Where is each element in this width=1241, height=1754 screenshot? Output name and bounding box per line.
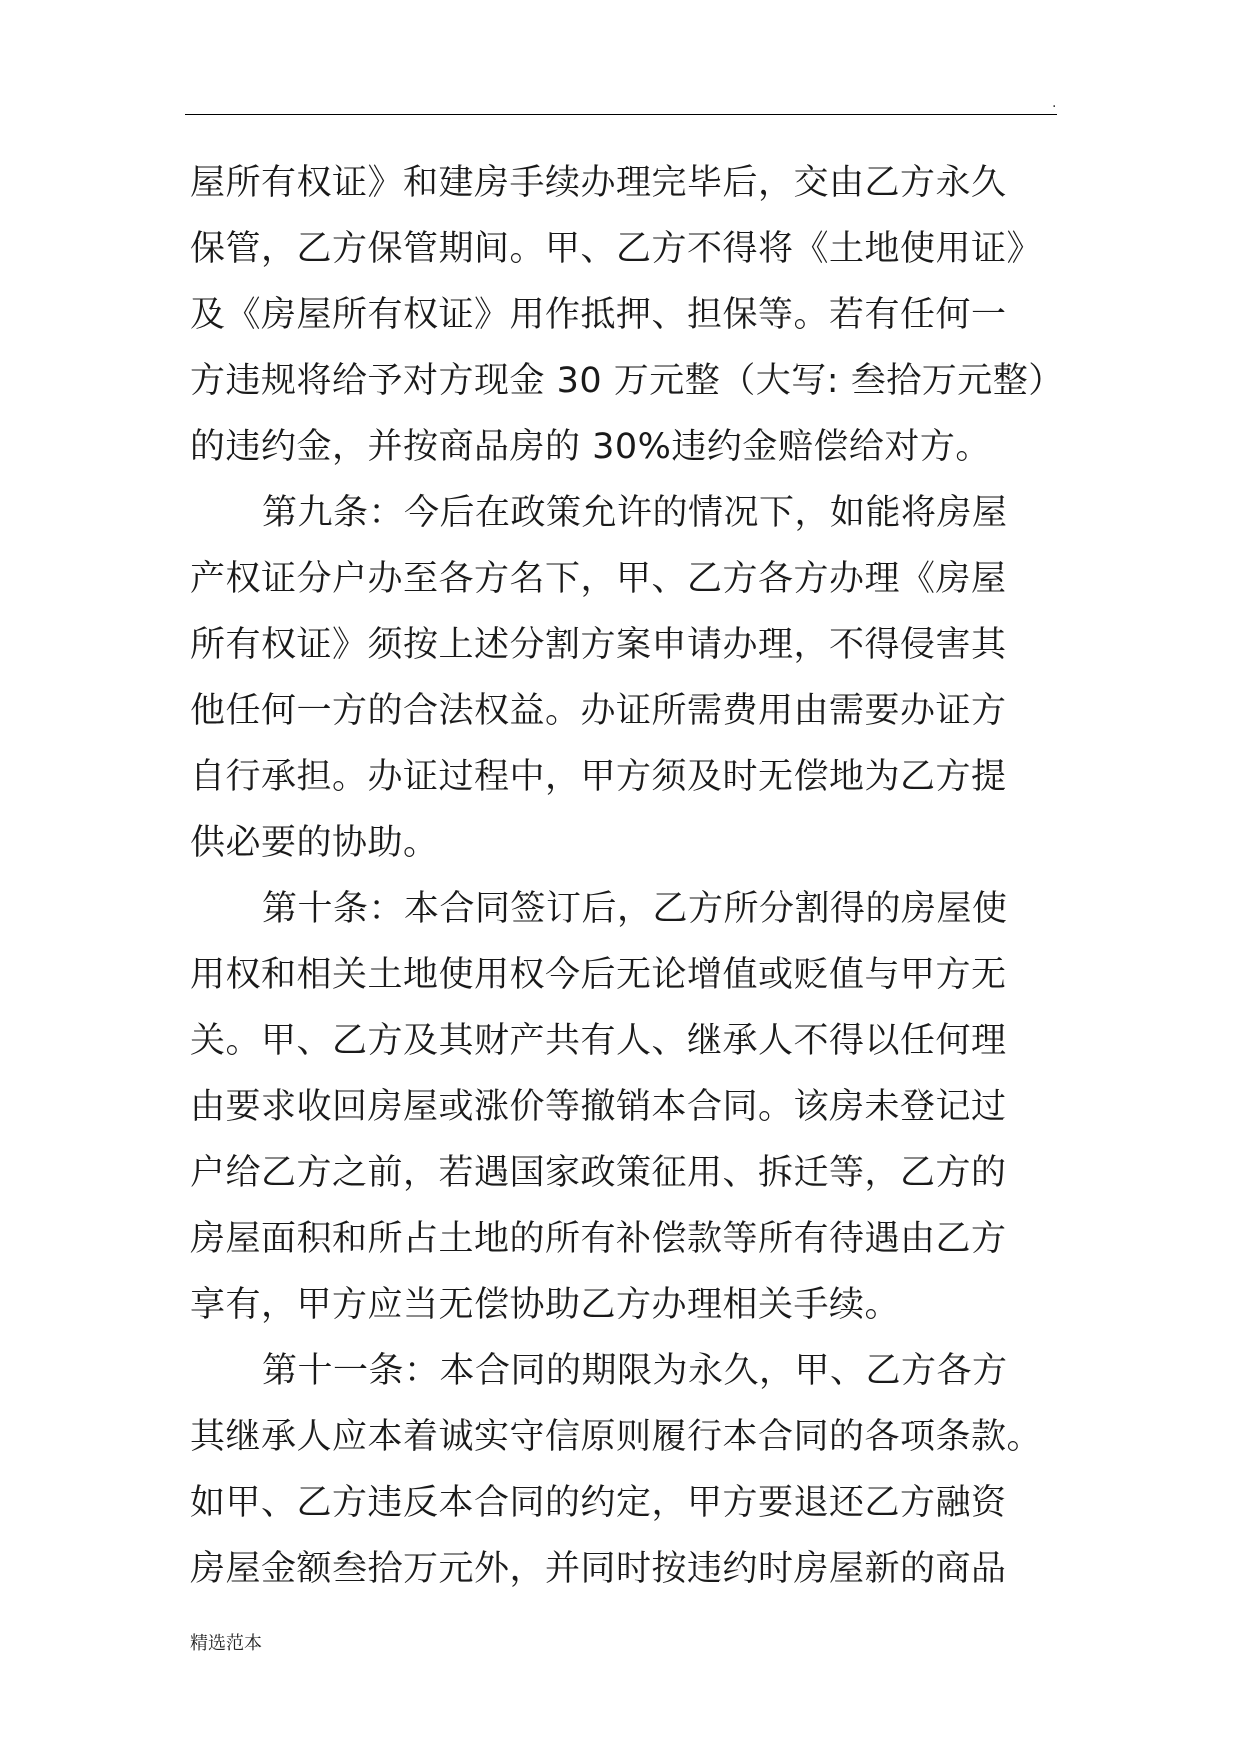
- body-line: 用权和相关土地使用权今后无论增值或贬值与甲方无: [190, 955, 1007, 995]
- body-line: 关。甲、乙方及其财产共有人、继承人不得以任何理: [190, 1021, 1007, 1061]
- body-line: 产权证分户办至各方名下，甲、乙方各方办理《房屋: [190, 559, 1007, 599]
- body-line: 所有权证》须按上述分割方案申请办理，不得侵害其: [190, 625, 1007, 665]
- body-line: 他任何一方的合法权益。办证所需费用由需要办证方: [190, 691, 1007, 731]
- body-line: 其继承人应本着诚实守信原则履行本合同的各项条款。: [190, 1417, 1043, 1457]
- document-body: [190, 150, 1080, 1602]
- body-line: 如甲、乙方违反本合同的约定，甲方要退还乙方融资: [190, 1483, 1007, 1523]
- article-11-first-line: 第十一条：本合同的期限为永久，甲、乙方各方: [262, 1351, 1008, 1391]
- body-line: 供必要的协助。: [190, 823, 439, 863]
- body-line: 保管，乙方保管期间。甲、乙方不得将《土地使用证》: [190, 229, 1043, 269]
- body-line: 的违约金，并按商品房的 30%违约金赔偿给对方。: [190, 427, 991, 467]
- header-rule: [185, 114, 1057, 115]
- article-9-first-line: 第九条：今后在政策允许的情况下，如能将房屋: [262, 493, 1008, 533]
- body-line: 房屋金额叁拾万元外，并同时按违约时房屋新的商品: [190, 1549, 1007, 1589]
- body-line: 及《房屋所有权证》用作抵押、担保等。若有任何一: [190, 295, 1007, 335]
- footer-label: 精选范本: [190, 1633, 262, 1654]
- body-line: 方违规将给予对方现金 30 万元整（大写: 叁拾万元整）: [190, 361, 1064, 401]
- header-dot-mark: .: [1052, 95, 1057, 111]
- article-10-first-line: 第十条：本合同签订后，乙方所分割得的房屋使: [262, 889, 1008, 929]
- body-line: 自行承担。办证过程中，甲方须及时无偿地为乙方提: [190, 757, 1007, 797]
- body-line: 房屋面积和所占土地的所有补偿款等所有待遇由乙方: [190, 1219, 1007, 1259]
- body-line: 户给乙方之前，若遇国家政策征用、拆迁等，乙方的: [190, 1153, 1007, 1193]
- body-line: 由要求收回房屋或涨价等撤销本合同。该房未登记过: [190, 1087, 1007, 1127]
- body-line: 享有，甲方应当无偿协助乙方办理相关手续。: [190, 1285, 901, 1325]
- body-line: 屋所有权证》和建房手续办理完毕后，交由乙方永久: [190, 163, 1007, 203]
